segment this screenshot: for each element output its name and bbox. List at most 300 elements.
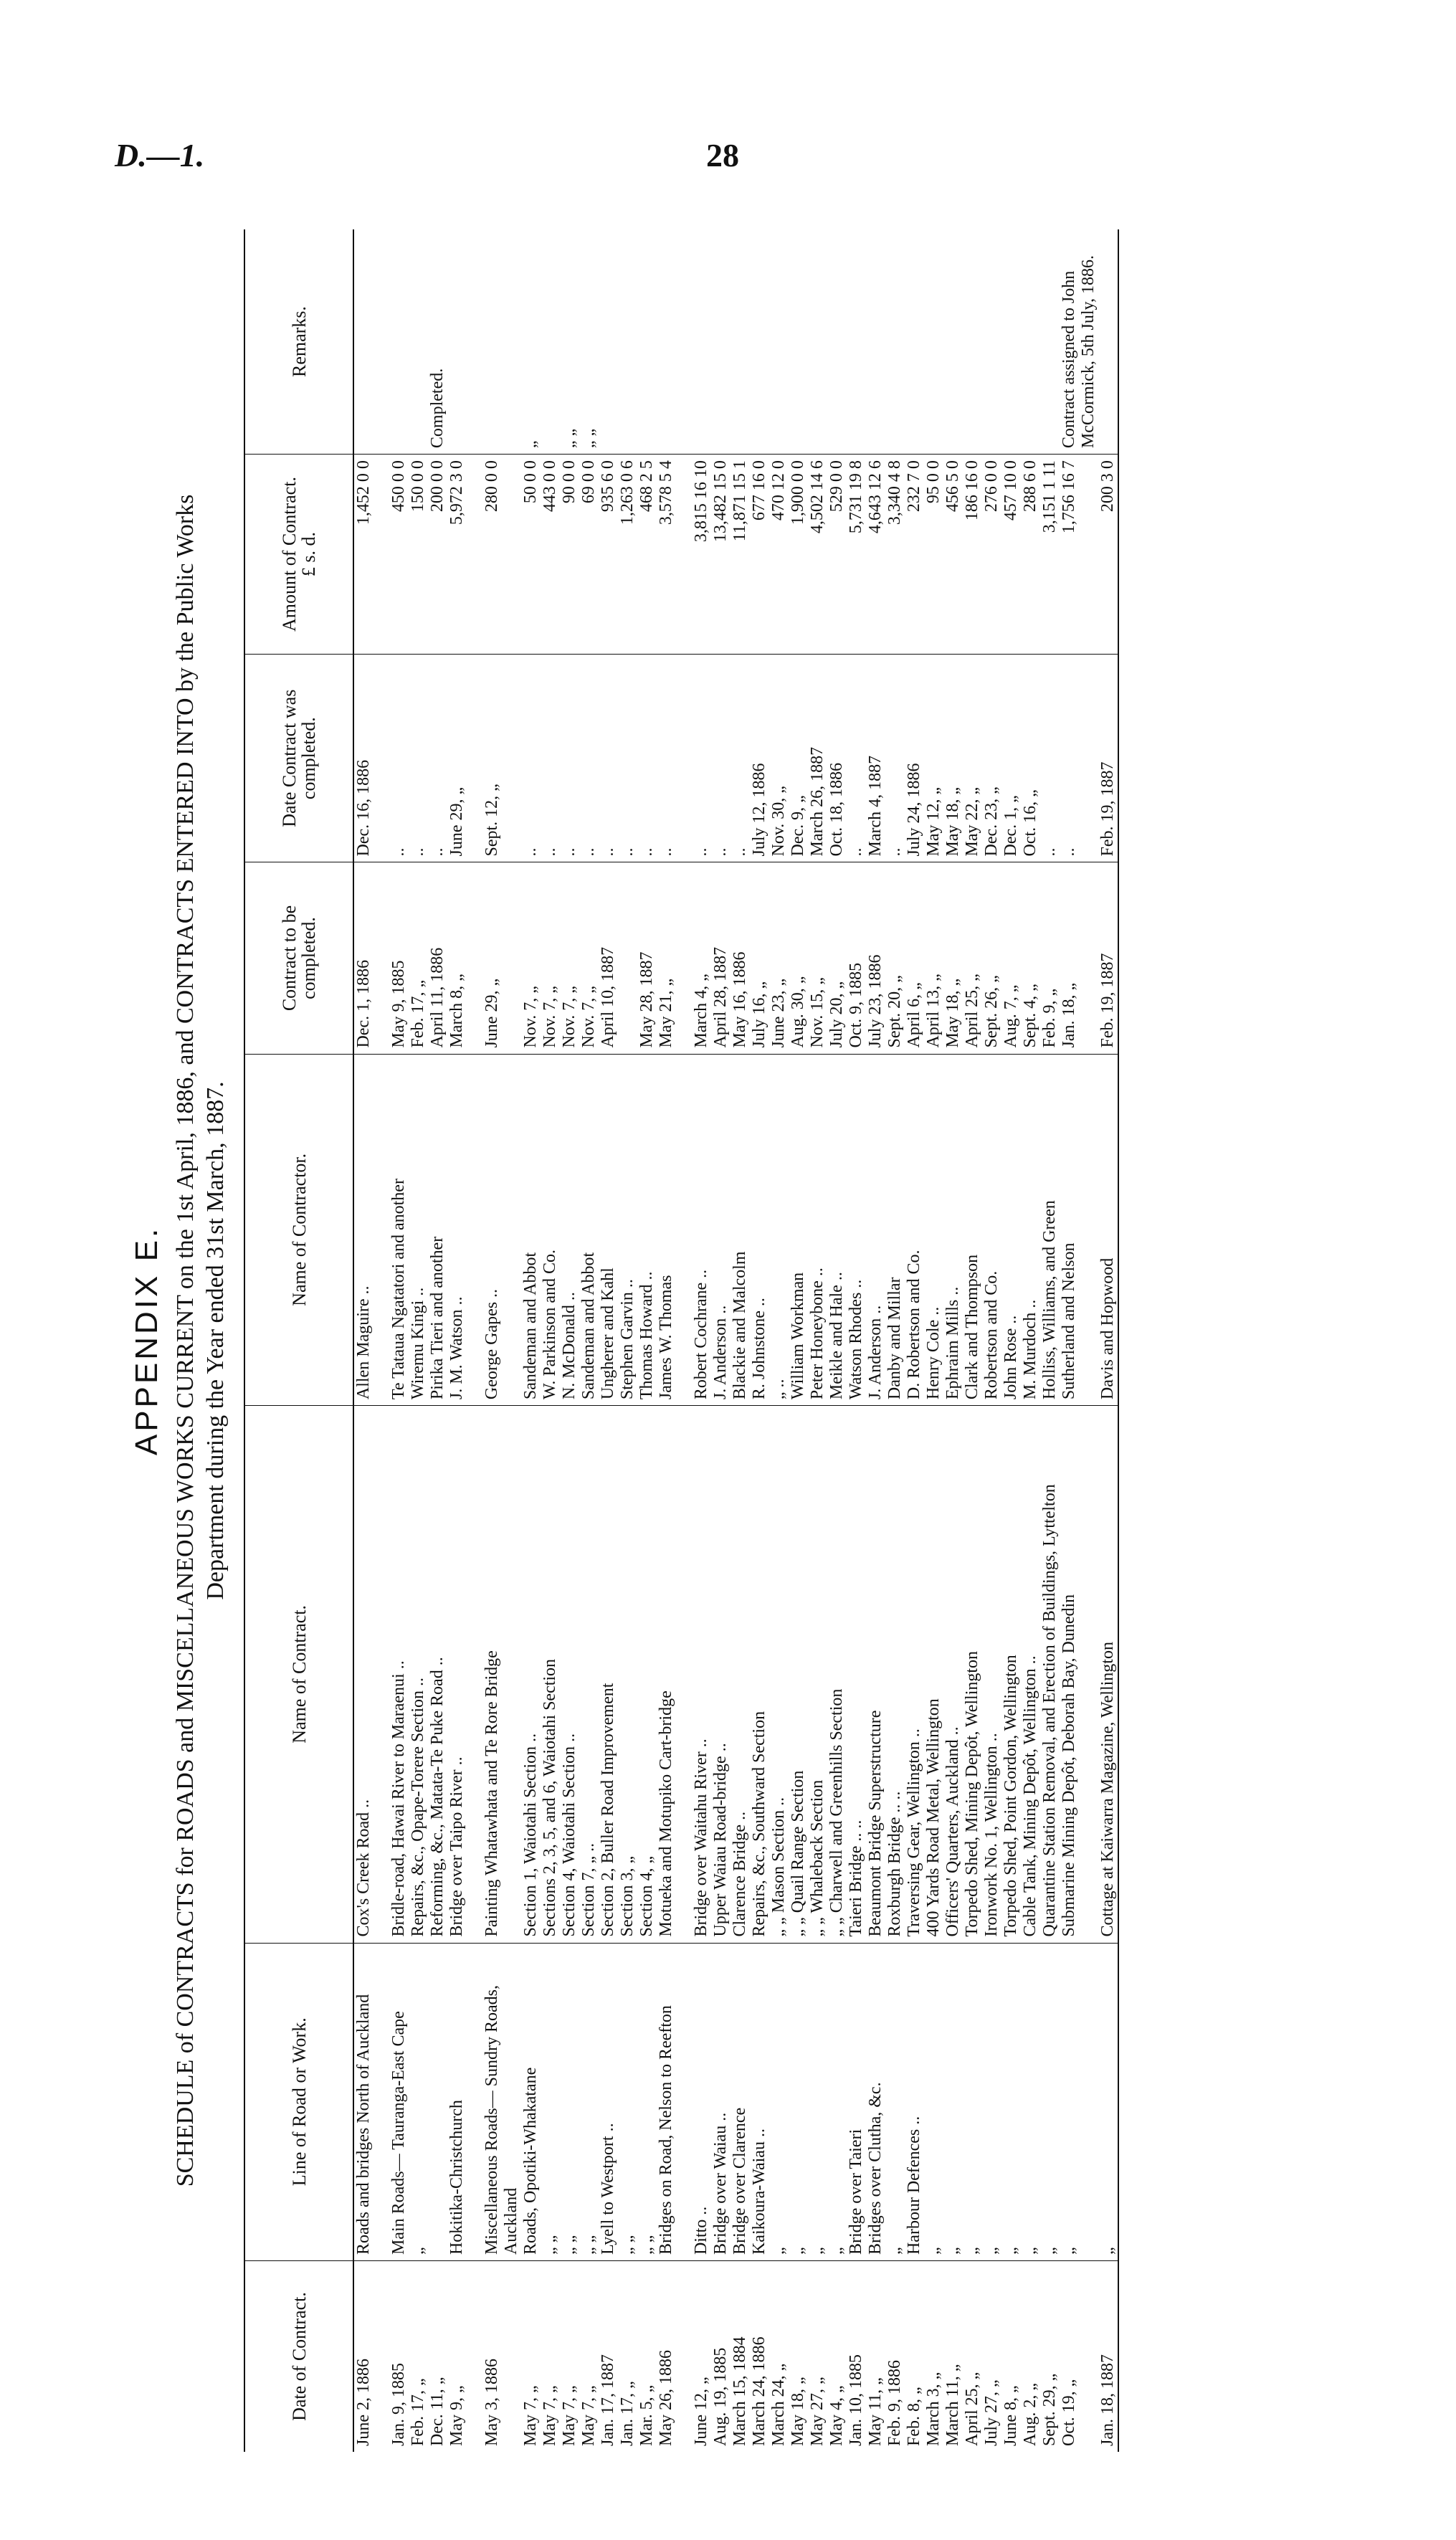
table-row: [963, 229, 982, 2452]
cell-date: May 7, „: [541, 2385, 559, 2446]
col-amount-header: [244, 455, 353, 655]
spacer-cell: [676, 654, 692, 862]
spacer-cell: [373, 229, 389, 455]
cell-contract: Bridle-road, Hawai River to Maraenui ..: [389, 1406, 409, 1943]
cell-to-be: July 20, „: [827, 862, 847, 1054]
cell-completed: ..: [618, 654, 637, 862]
cell-remarks: [924, 229, 943, 455]
spacer-cell: [467, 654, 482, 862]
cell-line: Bridges over Clutha, &c.: [866, 1943, 885, 2261]
cell-to-be: Oct. 9, 1885: [847, 862, 866, 1054]
cell-contract: Quarantine Station Removal, and Erection of Buildings, Lyttelton: [1040, 1406, 1060, 1943]
cell-contract: Beaumont Bridge Superstructure: [866, 1406, 885, 1943]
cell-date: Feb. 17, „: [409, 2378, 427, 2446]
cell-contractor: Pirika Tieri and another: [428, 1054, 447, 1406]
cell-date: Jan. 9, 1885: [389, 2363, 408, 2446]
cell-contract: „ „ Whaleback Section: [808, 1406, 827, 1943]
cell-line: „ „: [637, 1943, 657, 2261]
cell-to-be: June 23, „: [769, 862, 789, 1054]
cell-line: „: [1060, 1943, 1098, 2261]
cell-remarks: „: [521, 229, 541, 455]
cell-completed: ..: [731, 654, 750, 862]
cell-completed: May 18, „: [943, 654, 963, 862]
cell-completed: ..: [692, 654, 711, 862]
cell-line: Harbour Defences ..: [905, 1943, 924, 2261]
cell-contract: Section 4, „: [637, 1406, 657, 1943]
cell-contractor: Sutherland and Nelson: [1060, 1054, 1098, 1406]
cell-contract: „ „ Charwell and Greenhills Section: [827, 1406, 847, 1943]
cell-contract: Bridge over Taipo River ..: [447, 1406, 467, 1943]
appendix-title: APPENDIX E.: [129, 1225, 164, 1456]
cell-to-be: Feb. 17, „: [409, 862, 428, 1054]
title-block: [115, 229, 229, 2452]
cell-date: June 12, „: [692, 2377, 710, 2446]
cell-contractor: Allen Maguire ..: [353, 1054, 373, 1406]
cell-amount: 1,900 0 0: [789, 455, 808, 655]
cell-amount: 443 0 0: [541, 455, 560, 655]
cell-amount: 288 6 0: [1021, 455, 1040, 655]
cell-remarks: [982, 229, 1001, 455]
cell-contractor: Ungherer and Kahl: [599, 1054, 618, 1406]
cell-remarks: [905, 229, 924, 455]
table-row: [409, 229, 428, 2452]
cell-remarks: Contract assigned to John McCormick, 5th July, 1886.: [1060, 229, 1098, 455]
cell-remarks: [769, 229, 789, 455]
table-row: [827, 229, 847, 2452]
cell-contractor: Meikle and Hale ..: [827, 1054, 847, 1406]
cell-completed: ..: [521, 654, 541, 862]
cell-to-be: May 16, 1886: [731, 862, 750, 1054]
cell-to-be: Dec. 1, 1886: [353, 862, 373, 1054]
cell-amount: 457 10 0: [1001, 455, 1021, 655]
cell-line: „: [808, 1943, 827, 2261]
cell-line: Bridge over Taieri: [847, 1943, 866, 2261]
cell-amount: 1,756 16 7: [1060, 455, 1098, 655]
cell-amount: 468 2 5: [637, 455, 657, 655]
cell-line: Roads and bridges North of Auckland: [353, 1943, 373, 2261]
spacer-cell: [676, 1943, 692, 2261]
cell-to-be: May 28, 1887: [637, 862, 657, 1054]
cell-amount: 450 0 0: [389, 455, 409, 655]
cell-to-be: March 8, „: [447, 862, 467, 1054]
cell-completed: ..: [560, 654, 579, 862]
cell-contractor: Holliss, Williams, and Green: [1040, 1054, 1060, 1406]
cell-amount: 3,340 4 8: [885, 455, 905, 655]
cell-line: „ „: [541, 1943, 560, 2261]
cell-remarks: [711, 229, 731, 455]
cell-to-be: [618, 862, 637, 1054]
cell-completed: Sept. 12, „: [482, 654, 521, 862]
cell-to-be: July 16, „: [750, 862, 769, 1054]
cell-completed: Feb. 19, 1887: [1098, 654, 1118, 862]
cell-contract: Painting Whatawhata and Te Rore Bridge: [482, 1406, 521, 1943]
cell-to-be: June 29, „: [482, 862, 521, 1054]
cell-amount: 677 16 0: [750, 455, 769, 655]
cell-remarks: [885, 229, 905, 455]
cell-remarks: [750, 229, 769, 455]
cell-completed: ..: [657, 654, 676, 862]
cell-line: „: [827, 1943, 847, 2261]
cell-line: „: [769, 1943, 789, 2261]
cell-contract: Roxburgh Bridge .. ..: [885, 1406, 905, 1943]
cell-line: „: [982, 1943, 1001, 2261]
cell-remarks: [963, 229, 982, 455]
cell-to-be: Nov. 7, „: [521, 862, 541, 1054]
spacer-cell: [467, 2261, 482, 2452]
cell-remarks: „ „: [579, 229, 599, 455]
table-row: [885, 229, 905, 2452]
cell-amount: 276 0 0: [982, 455, 1001, 655]
cell-amount: 280 0 0: [482, 455, 521, 655]
cell-amount: 529 0 0: [827, 455, 847, 655]
col-contract-header: Name of Contract.: [244, 1406, 353, 1943]
cell-contractor: Peter Honeybone ..: [808, 1054, 827, 1406]
table-row: [847, 229, 866, 2452]
cell-contract: Section 1, Waiotahi Section ..: [521, 1406, 541, 1943]
amount-header-label: Amount of Contract.: [279, 477, 300, 632]
cell-contract: Taieri Bridge .. ..: [847, 1406, 866, 1943]
col-to-be-completed-header: Contract to be completed.: [244, 862, 353, 1054]
cell-contract: Motueka and Motupiko Cart-bridge: [657, 1406, 676, 1943]
table-row: [599, 229, 618, 2452]
cell-contractor: Davis and Hopwood: [1098, 1054, 1118, 1406]
cell-completed: ..: [1040, 654, 1060, 862]
cell-remarks: [657, 229, 676, 455]
cell-completed: Oct. 18, 1886: [827, 654, 847, 862]
cell-contract: Torpedo Shed, Point Gordon, Wellington: [1001, 1406, 1021, 1943]
cell-completed: ..: [847, 654, 866, 862]
cell-remarks: „ „: [560, 229, 579, 455]
cell-contract: Section 2, Buller Road Improvement: [599, 1406, 618, 1943]
cell-completed: June 29, „: [447, 654, 467, 862]
cell-date: March 24, „: [769, 2363, 788, 2446]
cell-contractor: N. McDonald ..: [560, 1054, 579, 1406]
cell-contractor: William Workman: [789, 1054, 808, 1406]
cell-date: Jan. 18, 1887: [1098, 2261, 1118, 2452]
cell-date: May 4, „: [827, 2385, 846, 2446]
cell-remarks: [599, 229, 618, 455]
cell-remarks: [692, 229, 711, 455]
table-row: [731, 229, 750, 2452]
cell-line: „: [1021, 1943, 1040, 2261]
cell-to-be: April 28, 1887: [711, 862, 731, 1054]
cell-remarks: [1021, 229, 1040, 455]
cell-contract: Cable Tank, Mining Depôt, Wellington ..: [1021, 1406, 1040, 1943]
cell-line: „: [885, 1943, 905, 2261]
cell-to-be: Feb. 9, „: [1040, 862, 1060, 1054]
cell-completed: ..: [1060, 654, 1098, 862]
cell-date: March 3, „: [924, 2372, 943, 2446]
table-row: [924, 229, 943, 2452]
cell-remarks: [353, 229, 373, 455]
cell-to-be: May 21, „: [657, 862, 676, 1054]
cell-to-be: April 6, „: [905, 862, 924, 1054]
cell-contract: Sections 2, 3, 5, and 6, Waiotahi Section: [541, 1406, 560, 1943]
cell-contract: Officers' Quarters, Auckland ..: [943, 1406, 963, 1943]
cell-completed: Nov. 30, „: [769, 654, 789, 862]
cell-completed: March 4, 1887: [866, 654, 885, 862]
spacer-cell: [373, 455, 389, 655]
col-line-header: Line of Road or Work.: [244, 1943, 353, 2261]
cell-line: „: [1040, 1943, 1060, 2261]
cell-date: March 11, „: [943, 2364, 962, 2446]
cell-to-be: Sept. 26, „: [982, 862, 1001, 1054]
col-completed-header: Date Contract was completed.: [244, 654, 353, 862]
cell-amount: 69 0 0: [579, 455, 599, 655]
cell-completed: Dec. 9, „: [789, 654, 808, 862]
cell-line: Roads, Opotiki-Whakatane: [521, 1943, 541, 2261]
cell-contract: Section 4, Waiotahi Section ..: [560, 1406, 579, 1943]
table-row: [579, 229, 599, 2452]
cell-contractor: W. Parkinson and Co.: [541, 1054, 560, 1406]
cell-line: „: [1001, 1943, 1021, 2261]
cell-line: „ „: [560, 1943, 579, 2261]
cell-completed: Dec. 16, 1886: [353, 654, 373, 862]
cell-remarks: [541, 229, 560, 455]
rotated-schedule-sheet: [115, 229, 1233, 2452]
cell-to-be: Sept. 4, „: [1021, 862, 1040, 1054]
cell-amount: 200 0 0: [428, 455, 447, 655]
spacer-cell: [676, 862, 692, 1054]
table-row: [905, 229, 924, 2452]
cell-line: „: [409, 1943, 428, 2261]
cell-contractor: James W. Thomas: [657, 1054, 676, 1406]
cell-contractor: Wiremu Kingi ..: [409, 1054, 428, 1406]
cell-remarks: [808, 229, 827, 455]
cell-to-be: Jan. 18, „: [1060, 862, 1098, 1054]
cell-completed: ..: [428, 654, 447, 862]
spacer-cell: [676, 1406, 692, 1943]
cell-remarks: [409, 229, 428, 455]
spacer-cell: [373, 1943, 389, 2261]
cell-line: Main Roads— Tauranga-East Cape: [389, 1943, 409, 2261]
cell-amount: 200 3 0: [1098, 455, 1118, 655]
cell-to-be: Sept. 20, „: [885, 862, 905, 1054]
spacer-cell: [467, 229, 482, 455]
cell-completed: ..: [885, 654, 905, 862]
cell-date: Feb. 9, 1886: [885, 2360, 904, 2446]
cell-remarks: [482, 229, 521, 455]
table-header-row: [244, 229, 353, 2452]
cell-line: Bridge over Clarence: [731, 1943, 750, 2261]
cell-date: April 25, „: [963, 2372, 981, 2446]
spacer-cell: [676, 455, 692, 655]
cell-contract: „ „ Mason Section ..: [769, 1406, 789, 1943]
cell-line: Hokitika-Christchurch: [447, 1943, 467, 2261]
cell-contractor: „ ..: [769, 1054, 789, 1406]
table-row: [982, 229, 1001, 2452]
cell-contractor: Te Tataua Ngatatori and another: [389, 1054, 409, 1406]
cell-contractor: D. Robertson and Co.: [905, 1054, 924, 1406]
table-row: [808, 229, 827, 2452]
cell-contractor: Blackie and Malcolm: [731, 1054, 750, 1406]
cell-amount: 3,151 1 11: [1040, 455, 1060, 655]
document-code: D.—1.: [115, 137, 205, 173]
row-spacer: [467, 229, 482, 2452]
cell-completed: ..: [711, 654, 731, 862]
table-row: [428, 229, 447, 2452]
cell-amount: 11,871 15 1: [731, 455, 750, 655]
cell-contractor: Watson Rhodes ..: [847, 1054, 866, 1406]
spacer-cell: [467, 455, 482, 655]
cell-completed: ..: [599, 654, 618, 862]
cell-line: „: [924, 1943, 943, 2261]
cell-amount: 3,815 16 10: [692, 455, 711, 655]
cell-to-be: Nov. 15, „: [808, 862, 827, 1054]
cell-completed: Dec. 1, „: [1001, 654, 1021, 862]
cell-contractor: Henry Cole ..: [924, 1054, 943, 1406]
cell-completed: ..: [409, 654, 428, 862]
cell-remarks: [943, 229, 963, 455]
cell-contractor: Robertson and Co.: [982, 1054, 1001, 1406]
schedule-title-line2: Department during the Year ended 31st March, 1887.: [202, 1081, 229, 1600]
table-row: [389, 229, 409, 2452]
cell-amount: 5,731 19 8: [847, 455, 866, 655]
table-row: [711, 229, 731, 2452]
cell-to-be: Feb. 19, 1887: [1098, 862, 1118, 1054]
col-remarks-header: Remarks.: [244, 229, 353, 455]
cell-date: Feb. 8, „: [905, 2387, 923, 2446]
table-row: [1001, 229, 1021, 2452]
table-row: [657, 229, 676, 2452]
spacer-cell: [373, 1406, 389, 1943]
cell-completed: March 26, 1887: [808, 654, 827, 862]
cell-contract: Cottage at Kaiwarra Magazine, Wellington: [1098, 1406, 1118, 1943]
table-row: [541, 229, 560, 2452]
table-row: [769, 229, 789, 2452]
cell-contractor: Robert Cochrane ..: [692, 1054, 711, 1406]
cell-contractor: George Gapes ..: [482, 1054, 521, 1406]
cell-date: Jan. 17, 1887: [599, 2354, 617, 2446]
cell-contract: Torpedo Shed, Mining Depôt, Wellington: [963, 1406, 982, 1943]
table-row: [447, 229, 467, 2452]
cell-completed: July 24, 1886: [905, 654, 924, 862]
cell-to-be: April 11, 1886: [428, 862, 447, 1054]
cell-remarks: [1040, 229, 1060, 455]
cell-line: „: [789, 1943, 808, 2261]
cell-to-be: April 13, „: [924, 862, 943, 1054]
cell-remarks: [1001, 229, 1021, 455]
cell-contractor: Stephen Garvin ..: [618, 1054, 637, 1406]
cell-date: Dec. 11, „: [428, 2377, 447, 2446]
cell-completed: May 22, „: [963, 654, 982, 862]
cell-contractor: Sandeman and Abbot: [521, 1054, 541, 1406]
cell-completed: ..: [637, 654, 657, 862]
cell-line: Bridges on Road, Nelson to Reefton: [657, 1943, 676, 2261]
cell-contractor: Clark and Thompson: [963, 1054, 982, 1406]
spacer-cell: [373, 1054, 389, 1406]
cell-to-be: July 23, 1886: [866, 862, 885, 1054]
cell-to-be: May 9, 1885: [389, 862, 409, 1054]
table-body: [353, 229, 1118, 2452]
cell-contractor: M. Murdoch ..: [1021, 1054, 1040, 1406]
cell-line: „ „: [618, 1943, 637, 2261]
cell-completed: Oct. 16, „: [1021, 654, 1040, 862]
table-row: [1021, 229, 1040, 2452]
cell-date: Jan. 10, 1885: [847, 2354, 865, 2446]
cell-amount: 4,643 12 6: [866, 455, 885, 655]
cell-line: [428, 1943, 447, 2261]
cell-remarks: Completed.: [428, 229, 447, 455]
table-row: [692, 229, 711, 2452]
cell-amount: 4,502 14 6: [808, 455, 827, 655]
cell-date: May 7, „: [560, 2385, 579, 2446]
spacer-cell: [676, 2261, 692, 2452]
cell-date: June 2, 1886: [354, 2359, 373, 2446]
cell-amount: 232 7 0: [905, 455, 924, 655]
spacer-cell: [676, 229, 692, 455]
cell-contractor: Thomas Howard ..: [637, 1054, 657, 1406]
cell-remarks: [866, 229, 885, 455]
table-row: [789, 229, 808, 2452]
cell-date: May 27, „: [808, 2377, 827, 2446]
cell-remarks: [827, 229, 847, 455]
cell-to-be: Nov. 7, „: [541, 862, 560, 1054]
cell-contract: Repairs, &c., Opape-Torere Section ..: [409, 1406, 428, 1943]
cell-amount: 3,578 5 4: [657, 455, 676, 655]
spacer-cell: [373, 2261, 389, 2452]
spacer-cell: [676, 1054, 692, 1406]
cell-contract: Upper Waiau Road-bridge ..: [711, 1406, 731, 1943]
cell-remarks: [847, 229, 866, 455]
cell-contract: Section 7, „ ..: [579, 1406, 599, 1943]
cell-contractor: John Rose ..: [1001, 1054, 1021, 1406]
cell-line: Bridge over Waiau ..: [711, 1943, 731, 2261]
cell-contract: Section 3, „: [618, 1406, 637, 1943]
cell-amount: 470 12 0: [769, 455, 789, 655]
cell-contract: Ironwork No. 1, Wellington ..: [982, 1406, 1001, 1943]
cell-completed: ..: [389, 654, 409, 862]
cell-amount: 1,263 0 6: [618, 455, 637, 655]
cell-to-be: April 25, „: [963, 862, 982, 1054]
cell-remarks: [1098, 229, 1118, 455]
cell-contract: Traversing Gear, Wellington ..: [905, 1406, 924, 1943]
cell-line: „: [943, 1943, 963, 2261]
cell-completed: May 12, „: [924, 654, 943, 862]
cell-contractor: J. Anderson ..: [866, 1054, 885, 1406]
cell-amount: 935 6 0: [599, 455, 618, 655]
table-row: [750, 229, 769, 2452]
cell-contractor: J. Anderson ..: [711, 1054, 731, 1406]
amount-units: £ s. d.: [298, 531, 319, 577]
cell-date: July 27, „: [982, 2379, 1001, 2446]
cell-contractor: Sandeman and Abbot: [579, 1054, 599, 1406]
cell-date: June 8, „: [1001, 2385, 1020, 2446]
cell-amount: 186 16 0: [963, 455, 982, 655]
cell-contract: Cox's Creek Road ..: [353, 1406, 373, 1943]
table-row: [618, 229, 637, 2452]
table-row: [521, 229, 541, 2452]
cell-date: May 11, „: [866, 2377, 885, 2446]
cell-contract: Submarine Mining Depôt, Deborah Bay, Dunedin: [1060, 1406, 1098, 1943]
cell-contractor: R. Johnstone ..: [750, 1054, 769, 1406]
table-row: [866, 229, 885, 2452]
cell-line: „ „: [579, 1943, 599, 2261]
cell-remarks: [389, 229, 409, 455]
cell-date: May 18, „: [789, 2377, 807, 2446]
cell-date: May 7, „: [521, 2385, 540, 2446]
row-spacer: [676, 229, 692, 2452]
cell-amount: 1,452 0 0: [353, 455, 373, 655]
cell-to-be: Nov. 7, „: [579, 862, 599, 1054]
cell-completed: ..: [579, 654, 599, 862]
spacer-cell: [373, 862, 389, 1054]
cell-contract: „ „ Quail Range Section: [789, 1406, 808, 1943]
cell-date: March 24, 1886: [750, 2336, 769, 2446]
cell-date: May 9, „: [447, 2385, 466, 2446]
cell-date: May 26, 1886: [657, 2350, 675, 2446]
table-row: [482, 229, 521, 2452]
